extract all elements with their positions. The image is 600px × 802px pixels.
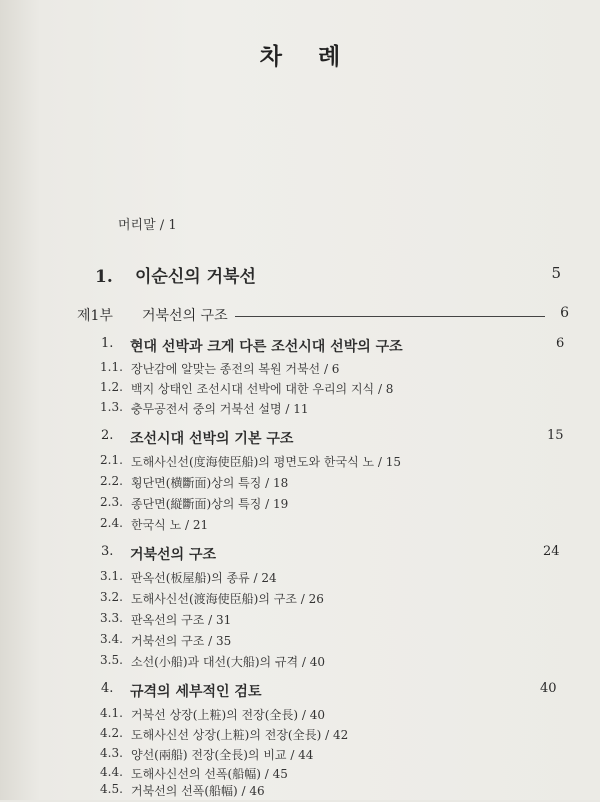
section-heading (0, 544, 600, 566)
part-sub-label: 제1부 (77, 308, 113, 324)
item-number: 4.3. (100, 746, 123, 760)
section-page: 40 (540, 681, 557, 696)
item-number: 3.5. (100, 653, 123, 667)
list-item (0, 782, 600, 802)
item-text: 판옥선(板屋船)의 종류 / 24 (131, 571, 277, 585)
item-text: 백지 상태인 조선시대 선박에 대한 우리의 지식 / 8 (131, 382, 394, 396)
part-main-number: 1. (95, 267, 113, 287)
item-number: 2.1. (100, 453, 123, 467)
list-item (0, 495, 600, 515)
item-number: 1.1. (100, 360, 123, 374)
item-text: 도해사신선 상장(上粧)의 전장(全長) / 42 (131, 728, 349, 742)
item-number: 3.3. (100, 611, 123, 625)
item-text: 도해사신선(度海使臣船)의 평면도와 한국식 노 / 15 (131, 455, 402, 469)
item-number: 3.1. (100, 569, 123, 583)
preface-entry: 머리말 / 1 (118, 218, 177, 233)
item-text: 횡단면(横斷面)상의 특징 / 18 (131, 476, 289, 490)
section-number: 2. (101, 428, 114, 443)
section-heading (0, 428, 600, 450)
title-char-1: 차 (259, 43, 282, 70)
section-page: 15 (547, 428, 564, 443)
section-heading (0, 681, 600, 703)
item-text: 거북선의 구조 / 35 (131, 634, 232, 648)
part-main-title: 이순신의 거북선 (135, 267, 256, 287)
list-item (0, 653, 600, 673)
section-page: 6 (556, 336, 565, 351)
item-number: 4.4. (100, 765, 123, 779)
part-sub-heading (77, 305, 569, 325)
leader-rule (235, 316, 545, 317)
section-title: 거북선의 구조 (130, 547, 217, 563)
section-number: 4. (101, 681, 114, 696)
item-number: 4.1. (100, 706, 123, 720)
section-number: 3. (101, 544, 114, 559)
item-text: 거북선의 선폭(船幅) / 46 (131, 784, 265, 798)
list-item (0, 453, 600, 473)
list-item (0, 380, 600, 400)
section-heading (0, 336, 600, 358)
item-number: 2.2. (100, 474, 123, 488)
list-item (0, 474, 600, 494)
list-item (0, 632, 600, 652)
list-item (0, 611, 600, 631)
item-text: 종단면(縦斷面)상의 특징 / 19 (131, 497, 289, 511)
part-main-page: 5 (551, 264, 561, 282)
section-title: 현대 선박과 크게 다른 조선시대 선박의 구조 (130, 339, 403, 355)
part-sub-page: 6 (560, 305, 569, 321)
item-number: 4.5. (100, 782, 123, 796)
section-title: 조선시대 선박의 기본 구조 (130, 431, 294, 447)
list-item (0, 400, 600, 420)
item-number: 2.4. (100, 516, 123, 530)
list-item (0, 706, 600, 726)
item-text: 판옥선의 구조 / 31 (131, 613, 232, 627)
item-text: 충무공전서 중의 거북선 설명 / 11 (131, 402, 309, 416)
list-item (0, 516, 600, 536)
item-text: 거북선 상장(上粧)의 전장(全長) / 40 (131, 708, 326, 722)
list-item (0, 360, 600, 380)
item-number: 3.4. (100, 632, 123, 646)
item-text: 한국식 노 / 21 (131, 518, 209, 532)
part-main-heading (95, 262, 565, 287)
list-item (0, 726, 600, 746)
item-text: 장난감에 알맞는 종전의 복원 거북선 / 6 (131, 362, 340, 376)
item-number: 1.2. (100, 380, 123, 394)
item-text: 도해사신선(渡海使臣船)의 구조 / 26 (131, 592, 324, 606)
section-number: 1. (101, 336, 114, 351)
item-number: 3.2. (100, 590, 123, 604)
list-item (0, 590, 600, 610)
list-item (0, 746, 600, 766)
list-item (0, 569, 600, 589)
item-number: 4.2. (100, 726, 123, 740)
item-number: 2.3. (100, 495, 123, 509)
item-text: 소선(小船)과 대선(大船)의 규격 / 40 (131, 655, 326, 669)
page-title (0, 38, 600, 71)
part-sub-title: 거북선의 구조 (142, 308, 228, 324)
item-text: 도해사신선의 선폭(船幅) / 45 (131, 767, 288, 781)
item-number: 1.3. (100, 400, 123, 414)
section-page: 24 (543, 544, 560, 559)
item-text: 양선(兩船) 전장(全長)의 비교 / 44 (131, 748, 314, 762)
title-char-2: 례 (318, 43, 341, 70)
section-title: 규격의 세부적인 검토 (130, 684, 262, 700)
